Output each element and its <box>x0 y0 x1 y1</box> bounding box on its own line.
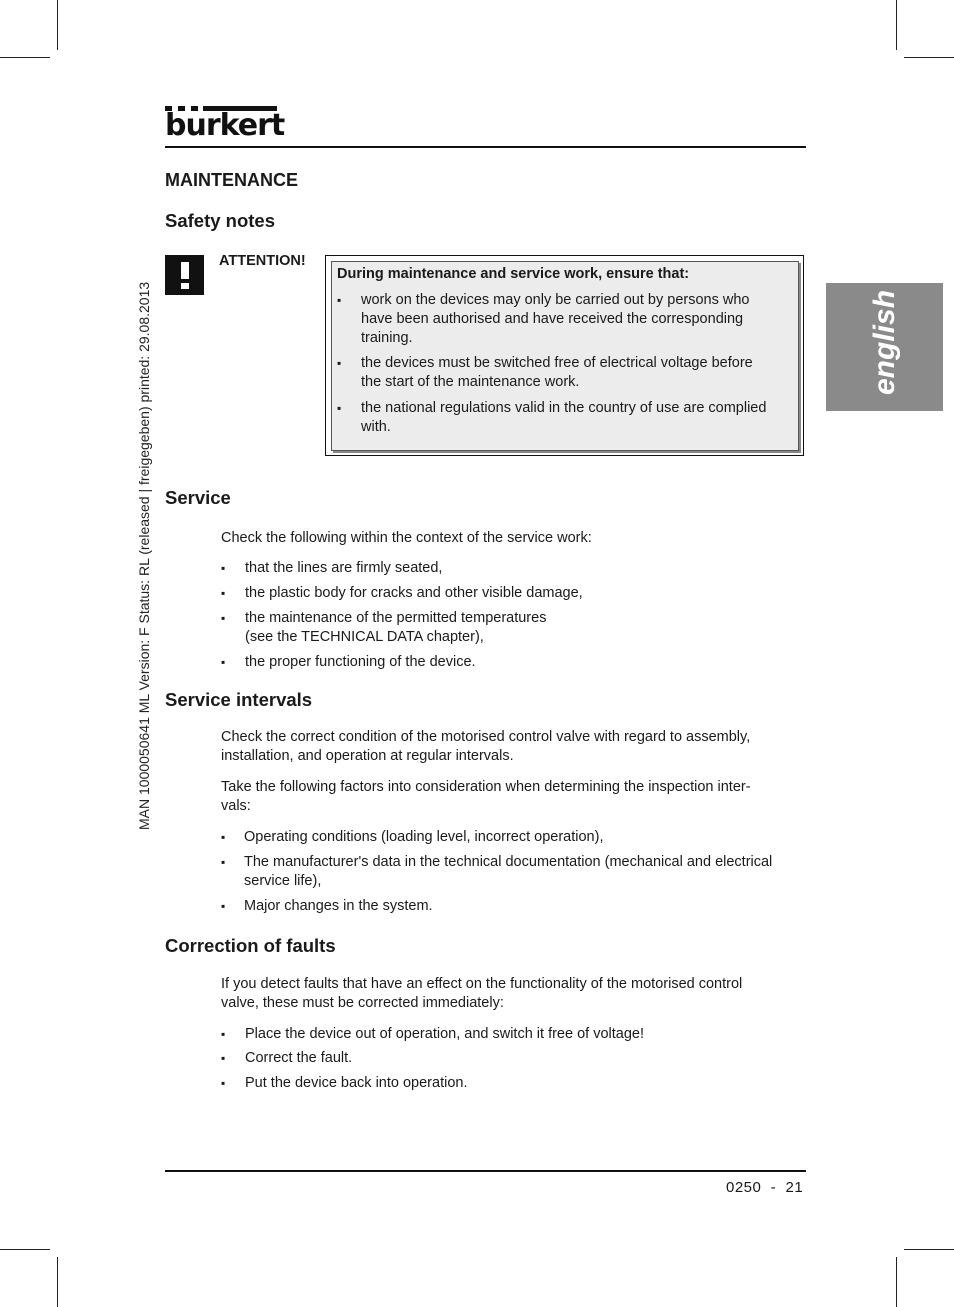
service-item: ▪ that the lines are firmly seated, <box>221 560 443 576</box>
service-item: ▪ the proper functioning of the device. <box>221 654 476 670</box>
language-tab <box>826 283 943 411</box>
correction-paragraph <box>221 975 742 1013</box>
service-intro: Check the following within the context of the service work: <box>221 530 592 546</box>
heading-safety-notes: Safety notes <box>165 210 276 231</box>
heading-service: Service <box>165 487 231 508</box>
bullet-line: the devices must be switched free of electrical voltage before <box>361 355 753 371</box>
bullet-line: service life), <box>244 873 322 889</box>
bullet-line: the proper functioning of the device. <box>245 654 476 670</box>
crop-mark <box>904 57 954 58</box>
bullet-line: the plastic body for cracks and other visible damage, <box>245 585 583 601</box>
language-tab-label: english <box>868 289 901 395</box>
crop-mark <box>896 0 897 50</box>
crop-mark <box>896 1257 897 1307</box>
logo-text: burkert <box>165 108 285 143</box>
heading-service-intervals: Service intervals <box>165 689 313 710</box>
paragraph-line: vals: <box>221 798 251 814</box>
correction-item: ▪ Place the device out of operation, and switch it free of voltage! <box>221 1026 644 1042</box>
page-number: 0250 - 21 <box>726 1179 804 1196</box>
crop-mark <box>57 1257 58 1307</box>
paragraph-line: valve, these must be corrected immediately: <box>221 995 504 1011</box>
footer-rule <box>165 1170 806 1172</box>
header-rule <box>165 146 806 148</box>
intervals-paragraph-2 <box>221 778 751 816</box>
paragraph-line: Take the following factors into consideration when determining the inspection inter- <box>221 779 751 795</box>
correction-item: ▪ Put the device back into operation. <box>221 1075 468 1091</box>
bullet-line: training. <box>361 330 413 346</box>
service-item: ▪ the maintenance of the permitted temperatures (see the TECHNICAL DATA chapter), <box>221 610 547 645</box>
attention-label: ATTENTION! <box>219 253 306 269</box>
heading-correction-of-faults: Correction of faults <box>165 935 336 956</box>
bullet-line: with. <box>361 419 391 435</box>
bullet-line: have been authorised and have received the corresponding <box>361 311 744 327</box>
intervals-item: ▪ Operating conditions (loading level, incorrect operation), <box>221 829 604 845</box>
bullet-line: work on the devices may only be carried out by persons who <box>361 292 750 308</box>
bullet-line: the maintenance of the permitted temperatures <box>245 610 547 626</box>
intervals-item: ▪ Major changes in the system. <box>221 898 433 914</box>
attention-box-title: During maintenance and service work, ensure that: <box>337 266 690 282</box>
bullet-line: Major changes in the system. <box>244 898 433 914</box>
paragraph-line: installation, and operation at regular intervals. <box>221 748 514 764</box>
crop-mark <box>0 1249 50 1250</box>
intervals-item: ▪ The manufacturer's data in the technical documentation (mechanical and electrical service life), <box>221 854 773 889</box>
attention-item: ▪ work on the devices may only be carried out by persons who have been authorised and have received the corresponding training. <box>337 292 750 346</box>
bullet-line: the national regulations valid in the country of use are complied <box>361 400 767 416</box>
paragraph-line: Check the correct condition of the motorised control valve with regard to assembly, <box>221 729 751 745</box>
bullet-line: Operating conditions (loading level, incorrect operation), <box>244 829 604 845</box>
attention-item: ▪ the devices must be switched free of electrical voltage before the start of the maintenance work. <box>337 355 753 390</box>
bullet-line: that the lines are firmly seated, <box>245 560 443 576</box>
crop-mark <box>0 57 50 58</box>
section-title-maintenance: MAINTENANCE <box>165 170 298 190</box>
paragraph-line: If you detect faults that have an effect on the functionality of the motorised control <box>221 976 743 992</box>
intervals-paragraph-1 <box>221 728 750 766</box>
crop-mark <box>904 1249 954 1250</box>
bullet-line: Put the device back into operation. <box>245 1075 468 1091</box>
bullet-line: Place the device out of operation, and switch it free of voltage! <box>245 1026 644 1042</box>
bullet-line: (see the TECHNICAL DATA chapter), <box>245 629 484 645</box>
crop-mark <box>57 0 58 50</box>
service-item: ▪ the plastic body for cracks and other visible damage, <box>221 585 583 601</box>
bullet-line: The manufacturer's data in the technical documentation (mechanical and electrical <box>244 854 773 870</box>
bullet-line: the start of the maintenance work. <box>361 374 580 390</box>
burkert-logo <box>165 106 285 143</box>
correction-item: ▪ Correct the fault. <box>221 1050 353 1066</box>
bullet-line: Correct the fault. <box>245 1050 353 1066</box>
warning-exclamation-icon <box>165 255 204 295</box>
document-status-text: MAN 1000050641 ML Version: F Status: RL (released | freigegeben) printed: 29.08.2013 <box>136 281 152 830</box>
attention-item: ▪ the national regulations valid in the country of use are complied with. <box>337 400 767 435</box>
